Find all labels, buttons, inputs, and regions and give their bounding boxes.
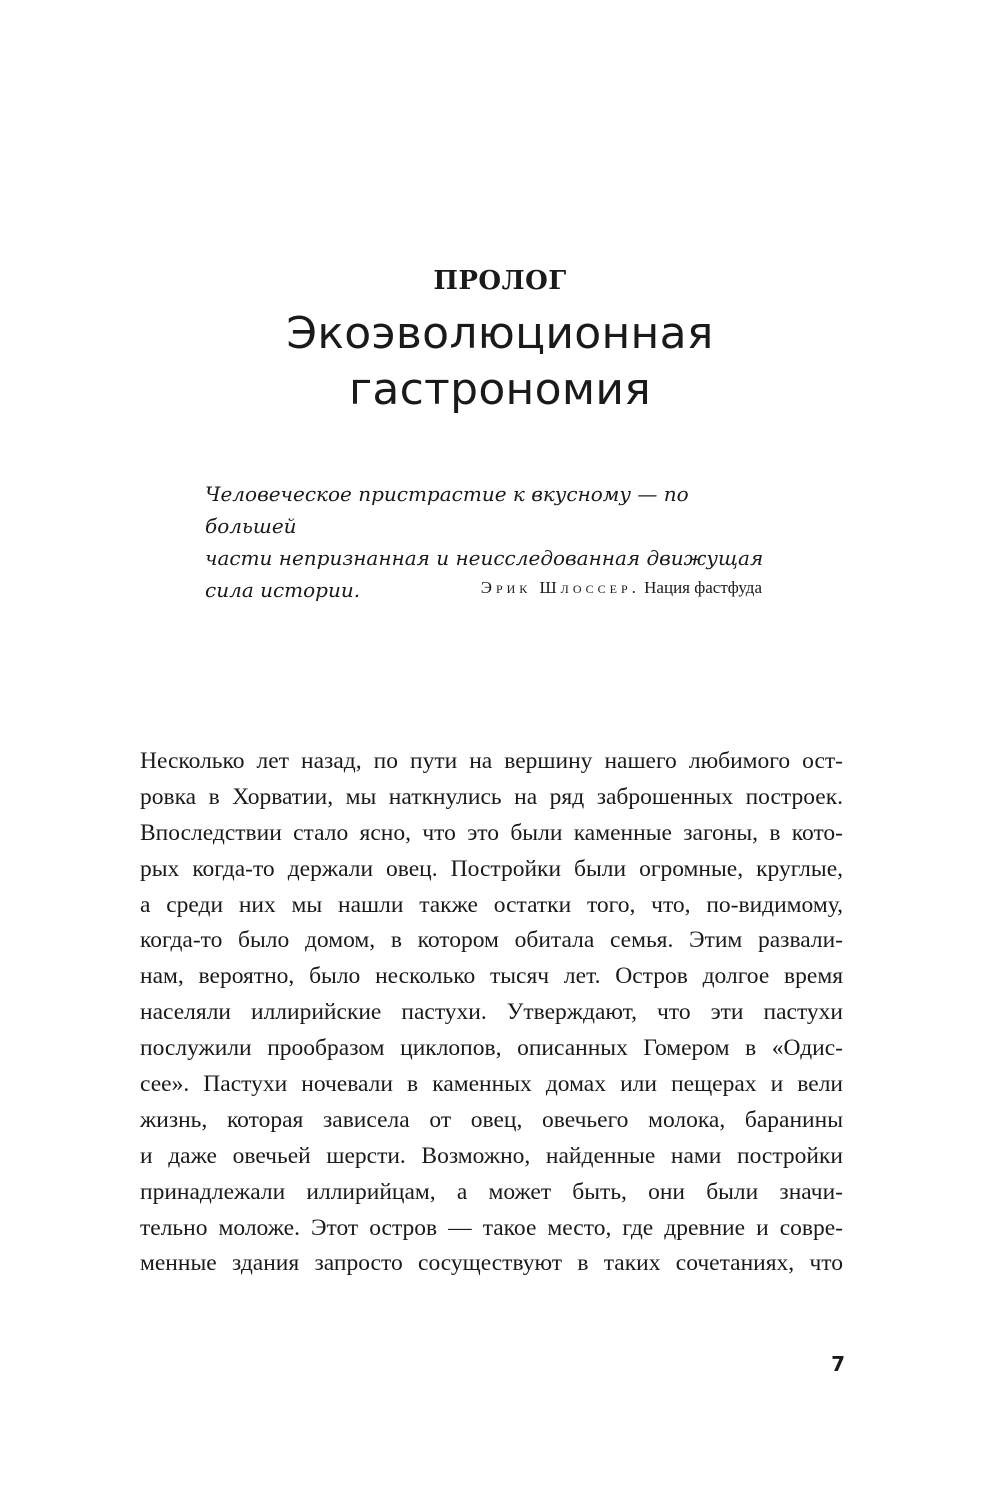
body-line: сее». Пастухи ночевали в каменных домах или пещерах и вели — [140, 1071, 843, 1098]
body-line: Впоследствии стало ясно, что это были каменные загоны, в кото- — [140, 819, 843, 846]
body-line: а среди них мы нашли также остатки того, что, по-видимому, — [140, 891, 843, 918]
body-paragraph — [140, 744, 843, 1282]
body-line: Несколько лет назад, по пути на вершину нашего любимого ост- — [140, 748, 843, 774]
body-line: жизнь, которая зависела от овец, овечьего молока, баранины — [140, 1106, 843, 1133]
body-line: менные здания запросто сосуществуют в таких сочетаниях, что — [140, 1250, 843, 1277]
epigraph-author: Эрик Шлоссер. — [480, 578, 640, 597]
body-line: послужили прообразом циклопов, описанных Гомером в «Одис- — [140, 1035, 843, 1062]
epigraph-line: сила истории. — [205, 578, 361, 602]
body-line: ровка в Хорватии, мы наткнулись на ряд заброшенных построек. — [140, 783, 843, 810]
chapter-label: ПРОЛОГ — [433, 266, 567, 296]
body-line: принадлежали иллирийцам, а может быть, они были значи- — [140, 1178, 843, 1205]
epigraph-line: части непризнанная и неисследованная движущая — [205, 546, 764, 570]
body-line: рых когда-то держали овец. Постройки были огромные, круглые, — [140, 855, 843, 882]
epigraph-line: Человеческое пристрастие к вкусному — по большей — [205, 482, 689, 538]
chapter-title-line: гастрономия — [349, 364, 651, 415]
body-line: населяли иллирийские пастухи. Утверждают, что эти пастухи — [140, 999, 843, 1026]
body-line: когда-то было домом, в котором обитала семья. Этим развали- — [140, 927, 843, 954]
page-number: 7 — [831, 1352, 845, 1376]
epigraph-source — [481, 578, 762, 598]
chapter-title — [0, 306, 1000, 418]
body-line: тельно моложе. Этот остров — такое место, где древние и совре- — [140, 1214, 843, 1241]
body-line: нам, вероятно, было несколько тысяч лет. Остров долгое время — [140, 963, 843, 990]
body-line: и даже овечьей шерсти. Возможно, найденные нами постройки — [140, 1142, 843, 1169]
epigraph-work: Нация фастфуда — [644, 578, 762, 597]
chapter-title-line: Экоэволюционная — [286, 308, 714, 359]
